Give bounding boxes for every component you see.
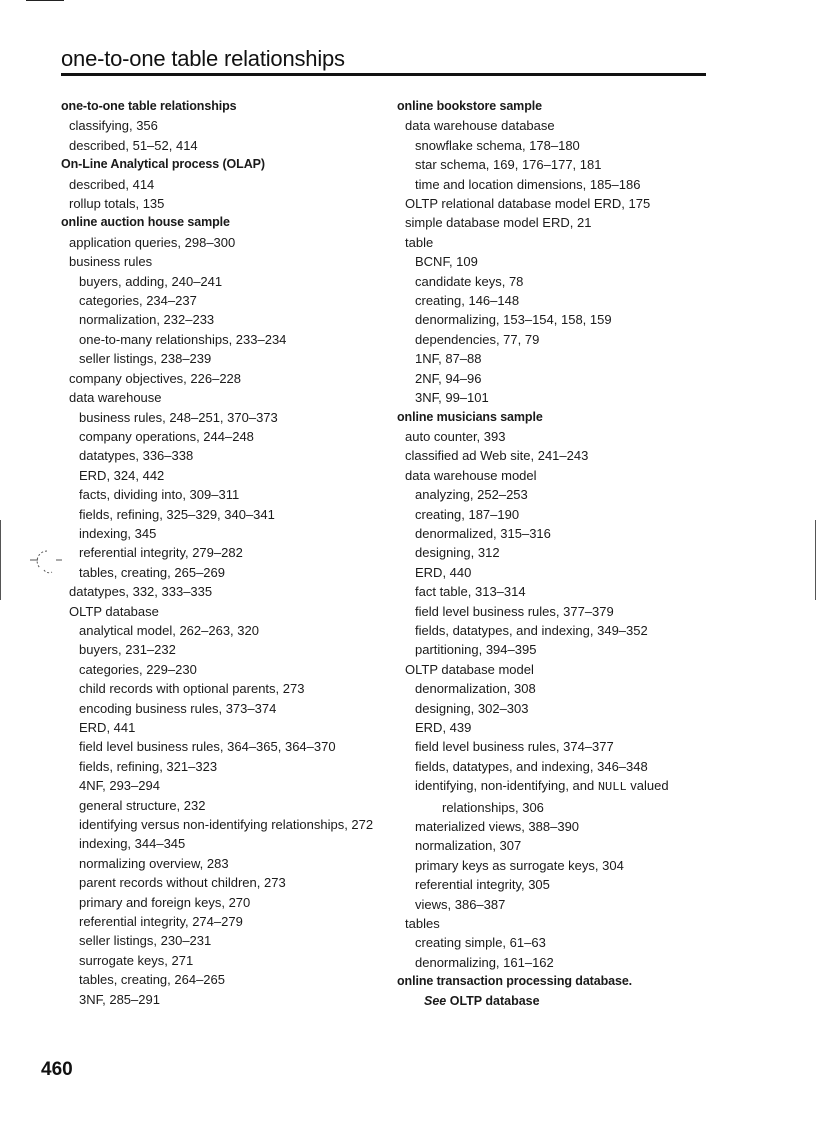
index-subentry: seller listings, 238–239: [79, 351, 212, 367]
index-subentry: creating, 146–148: [415, 293, 520, 309]
index-subentry: views, 386–387: [415, 896, 506, 912]
index-subentry: star schema, 169, 176–177, 181: [415, 157, 602, 173]
index-subentry: designing, 302–303: [415, 700, 529, 716]
index-main-entry: one-to-one table relationships: [61, 99, 237, 113]
index-subentry: snowflake schema, 178–180: [415, 137, 580, 153]
index-column-right: [397, 97, 727, 1011]
index-subentry: classifying, 356: [69, 118, 158, 134]
index-main-entry: online transaction processing database.: [397, 974, 633, 989]
index-subentry: parent records without children, 273: [79, 875, 286, 891]
index-subentry: fields, refining, 325–329, 340–341: [79, 506, 275, 522]
index-subentry: OLTP relational database model ERD, 175: [405, 196, 651, 212]
index-subentry: child records with optional parents, 273: [79, 681, 305, 697]
index-subentry: denormalizing, 153–154, 158, 159: [415, 312, 612, 328]
index-subentry: described, 414: [69, 176, 155, 192]
index-subentry: BCNF, 109: [415, 254, 478, 270]
index-subentry: 3NF, 99–101: [415, 390, 489, 406]
index-subentry: buyers, adding, 240–241: [79, 273, 223, 289]
index-subentry: company operations, 244–248: [79, 428, 254, 444]
index-subentry: denormalization, 308: [415, 681, 536, 697]
index-subentry: materialized views, 388–390: [415, 819, 580, 835]
index-subentry: data warehouse: [69, 390, 162, 406]
index-subentry: seller listings, 230–231: [79, 933, 212, 949]
index-subentry: field level business rules, 374–377: [415, 739, 614, 755]
index-column-left: [61, 97, 391, 1009]
index-subentry: analytical model, 262–263, 320: [79, 622, 259, 638]
index-subentry: 2NF, 94–96: [415, 370, 482, 386]
index-subentry: business rules, 248–251, 370–373: [79, 409, 278, 425]
index-subentry: general structure, 232: [79, 797, 206, 813]
index-subentry: categories, 229–230: [79, 661, 197, 677]
index-subentry: auto counter, 393: [405, 428, 506, 444]
index-subentry: fields, datatypes, and indexing, 349–352: [415, 622, 648, 638]
index-subentry: [397, 776, 727, 797]
index-subentry: classified ad Web site, 241–243: [405, 448, 589, 464]
index-subentry: ERD, 439: [415, 720, 472, 735]
index-cross-reference: [397, 992, 727, 1011]
index-subentry: indexing, 345: [79, 525, 157, 541]
index-subentry: referential integrity, 279–282: [79, 545, 243, 561]
index-subentry: encoding business rules, 373–374: [79, 700, 277, 716]
index-subentry: referential integrity, 274–279: [79, 914, 243, 930]
index-subentry: facts, dividing into, 309–311: [79, 487, 240, 503]
index-subentry: field level business rules, 364–365, 364–370: [79, 739, 336, 755]
index-subentry: primary and foreign keys, 270: [79, 894, 251, 910]
see-target: OLTP database: [449, 993, 540, 1008]
index-subentry: denormalizing, 161–162: [415, 954, 554, 970]
index-subentry: fields, datatypes, and indexing, 346–348: [415, 758, 648, 774]
index-subentry: datatypes, 332, 333–335: [69, 584, 213, 600]
index-subentry: simple database model ERD, 21: [405, 215, 592, 231]
index-subentry: normalization, 232–233: [79, 312, 215, 328]
index-subentry: datatypes, 336–338: [79, 448, 194, 464]
index-subentry: partitioning, 394–395: [415, 642, 537, 658]
index-subentry: application queries, 298–300: [69, 234, 236, 250]
index-subentry: surrogate keys, 271: [79, 952, 194, 968]
index-subentry: OLTP database model: [405, 661, 534, 677]
index-subentry: relationships, 306: [442, 799, 544, 815]
top-edge-mark: [26, 0, 64, 1]
entry-text: valued: [626, 778, 669, 794]
index-subentry: table: [405, 234, 434, 250]
index-subentry: 4NF, 293–294: [79, 778, 160, 794]
index-subentry: identifying versus non-identifying relationships, 272: [79, 817, 374, 833]
header-rule: [61, 73, 706, 76]
running-head: one-to-one table relationships: [61, 46, 345, 71]
index-subentry: primary keys as surrogate keys, 304: [415, 857, 624, 873]
index-subentry: buyers, 231–232: [79, 642, 176, 658]
index-subentry: OLTP database: [69, 603, 159, 619]
index-subentry: analyzing, 252–253: [415, 487, 528, 503]
page-number: 460: [41, 1059, 73, 1080]
entry-text: identifying, non-identifying, and: [415, 778, 598, 794]
index-subentry: data warehouse model: [405, 467, 537, 483]
index-subentry: fact table, 313–314: [415, 584, 526, 600]
index-subentry: ERD, 441: [79, 720, 136, 735]
index-subentry: one-to-many relationships, 233–234: [79, 331, 287, 347]
index-subentry: 3NF, 285–291: [79, 991, 160, 1007]
index-subentry: normalization, 307: [415, 838, 522, 854]
index-subentry: ERD, 324, 442: [79, 467, 165, 483]
index-main-entry: online musicians sample: [397, 409, 543, 424]
see-label: See: [424, 993, 447, 1008]
index-subentry: normalizing overview, 283: [79, 855, 229, 871]
index-main-entry: online bookstore sample: [397, 99, 542, 113]
index-subentry: categories, 234–237: [79, 293, 197, 309]
index-subentry: 1NF, 87–88: [415, 351, 482, 367]
index-subentry: tables, creating, 264–265: [79, 972, 225, 988]
index-subentry: company objectives, 226–228: [69, 370, 242, 386]
index-subentry: denormalized, 315–316: [415, 525, 551, 541]
index-subentry: referential integrity, 305: [415, 877, 550, 893]
index-main-entry: On-Line Analytical process (OLAP): [61, 157, 265, 172]
index-subentry: dependencies, 77, 79: [415, 331, 540, 347]
index-subentry: indexing, 344–345: [79, 836, 186, 852]
index-subentry: field level business rules, 377–379: [415, 603, 614, 619]
index-subentry: creating, 187–190: [415, 506, 520, 522]
index-subentry: time and location dimensions, 185–186: [415, 176, 641, 192]
index-subentry: tables, creating, 265–269: [79, 564, 225, 580]
index-subentry: described, 51–52, 414: [69, 137, 198, 153]
index-subentry: creating simple, 61–63: [415, 935, 546, 951]
index-subentry: candidate keys, 78: [415, 273, 524, 289]
index-subentry: fields, refining, 321–323: [79, 758, 218, 774]
left-crop-mark: [0, 520, 1, 600]
index-subentry: rollup totals, 135: [69, 196, 165, 212]
index-subentry: designing, 312: [415, 545, 500, 561]
index-subentry: ERD, 440: [415, 564, 472, 580]
index-subentry: business rules: [69, 254, 153, 270]
code-term: NULL: [597, 780, 627, 795]
index-subentry: tables: [405, 916, 440, 932]
index-subentry: data warehouse database: [405, 118, 555, 134]
index-main-entry: online auction house sample: [61, 215, 230, 230]
